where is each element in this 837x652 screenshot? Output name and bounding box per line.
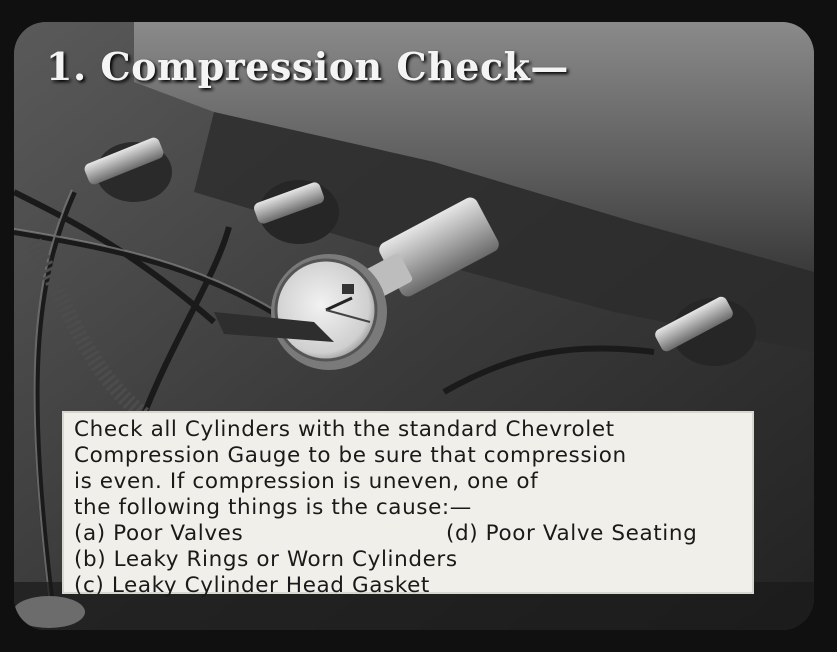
cause-d: (d) Poor Valve Seating [446,521,698,546]
cause-b: (b) Leaky Rings or Worn Cylinders [74,547,458,572]
cause-c: (c) Leaky Cylinder Head Gasket [74,573,430,598]
causes-row-1 [74,521,742,547]
cause-a: (a) Poor Valves [74,521,244,546]
slide-title: 1. Compression Check— [46,44,569,89]
lower-fitting [14,596,85,628]
caption-intro: Check all Cylinders with the standard Chevrolet Compression Gauge to be sure that compression is even. If compression is uneven, one of the following things is the cause:— [74,417,627,520]
caption-box [62,411,754,598]
compression-gauge [271,254,387,370]
